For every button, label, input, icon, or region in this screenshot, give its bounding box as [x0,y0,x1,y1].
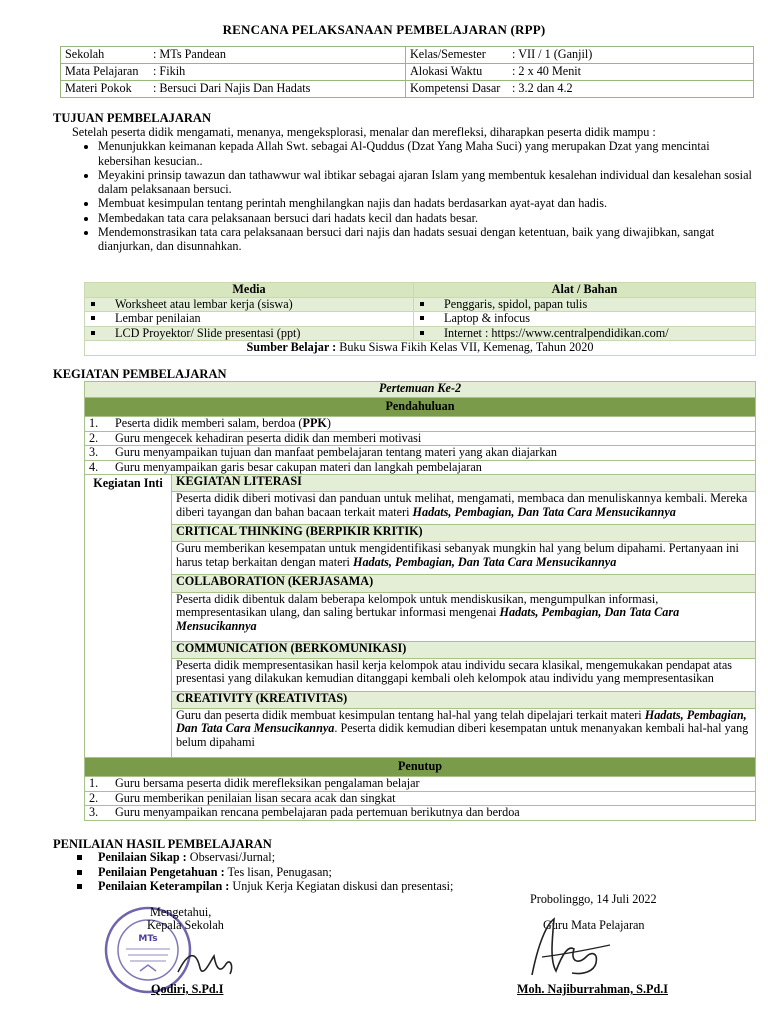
sumber-row [85,341,756,356]
penutup-item [85,806,756,821]
item-text: ) [326,416,331,430]
identity-label: Mata Pelajaran [61,64,154,81]
media-column-header: Media [85,283,414,298]
identity-value: : MTs Pandean [153,47,406,64]
penilaian-item [72,850,453,865]
identity-label: Kelas/Semester [406,47,513,64]
sumber-label: Sumber Belajar : [246,340,337,354]
document-title: RENCANA PELAKSANAAN PEMBELAJARAN (RPP) [222,22,546,37]
pendahuluan-item [85,446,756,461]
penilaian-item [72,865,453,880]
identity-label: Kompetensi Dasar [406,81,513,98]
media-cell [85,326,414,341]
pendahuluan-header: Pendahuluan [85,398,756,417]
identity-value: : VII / 1 (Ganjil) [512,47,754,64]
penilaian-text: Observasi/Jurnal; [186,850,276,864]
inti-subheading: CREATIVITY (KREATIVITAS) [172,691,756,708]
pendahuluan-item [85,460,756,475]
tools-column-header: Alat / Bahan [414,283,756,298]
kegiatan-heading: KEGIATAN PEMBELAJARAN [53,367,227,381]
media-row [85,326,756,341]
item-number: 3. [89,445,99,459]
identity-row [61,64,754,81]
place-date: Probolinggo, 14 Juli 2022 [530,892,657,906]
identity-row [61,47,754,64]
pendahuluan-item [85,431,756,446]
item-number: 2. [89,430,99,445]
media-item: LCD Proyektor/ Slide presentasi (ppt) [115,325,301,340]
penutup-header: Penutup [85,758,756,777]
inti-emphasis: Hadats, Pembagian, Dan Tata Cara Mensucikannya [352,554,617,569]
tujuan-item: • Membedakan tata cara pelaksanaan bersuci dari hadats kecil dan hadats besar. [98,211,756,225]
media-row [85,297,756,312]
identity-row [61,81,754,98]
identity-value: : 3.2 dan 4.2 [512,81,754,98]
tujuan-item: • Membuat kesimpulan tentang perintah menghilangkan najis dan hadats berdasarkan ayat-ayat dan hadis. [98,196,756,210]
inti-text: Peserta didik diberi motivasi dan panduan untuk melihat, mengamati, membaca dan menuliskannya kembali. Mereka diberi tayangan dan bahan bacaan terkait materi [176,491,748,519]
penilaian-text: Tes lisan, Penugasan; [224,864,332,879]
item-number: 4. [89,459,99,474]
item-text: Peserta didik memberi salam, berdoa ( [115,416,303,430]
item-number: 1. [89,776,99,790]
item-number: 2. [89,790,99,805]
tools-cell [414,312,756,327]
tujuan-item: • Menunjukkan keimanan kepada Allah Swt. sebagai Al-Quddus (Dzat Yang Maha Suci) yang merupakan Dzat yang mencintai kebersihan kesucian.. [98,139,756,168]
tools-cell [414,297,756,312]
inti-subheading: COMMUNICATION (BERKOMUNIKASI) [172,641,756,658]
tujuan-item: • Meyakini prinsip tawazun dan tathawwur wal ibtikar sebagai ajaran Islam yang membentuk kesalehan individual dan kesalehan sosial dalam pelaksanaan bersuci. [98,168,756,197]
identity-label: Sekolah [61,47,154,64]
tujuan-intro: Setelah peserta didik mengamati, menanya, mengeksplorasi, menalar dan merefleksi, diharapkan peserta didik mampu : [72,125,656,139]
tools-cell [414,326,756,341]
penilaian-heading: PENILAIAN HASIL PEMBELAJARAN [53,837,272,851]
inti-description [172,542,756,575]
inti-text: Peserta didik mempresentasikan hasil kerja kelompok atau individu secara klasikal, mengemukakan pendapat atas presentasi yang dilakukan kemudian ditanggapi kembali oleh kelompok atau individu yang mempresentasikan [176,657,733,686]
inti-text: . Peserta didik kemudian diberi kesempatan untuk menanyakan kembali hal-hal yang belum dipahami [176,721,749,749]
bullet-icon [420,316,424,320]
guru-label: Guru Mata Pelajaran [543,918,645,932]
identity-value: : Bersuci Dari Najis Dan Hadats [153,81,406,98]
penilaian-item [72,879,453,894]
sumber-belajar [85,341,756,356]
inti-subheading: KEGIATAN LITERASI [172,475,756,492]
item-text: Guru memberikan penilaian lisan secara acak dan singkat [115,790,396,805]
penilaian-text: Unjuk Kerja Kegiatan diskusi dan presentasi; [229,879,454,893]
inti-text: Guru memberikan kesempatan untuk mengidentifikasi sebanyak mungkin hal yang belum dipahami. Pertanyaan ini harus tetap berkaitan dengan materi [176,541,739,569]
sumber-text: Buku Siswa Fikih Kelas VII, Kemenag, Tahun 2020 [336,340,594,354]
inti-text: Peserta didik dibentuk dalam beberapa kelompok untuk mendiskusikan, mengumpulkan informasi, mempresentasikan ulang, dan saling bertukar informasi mengenai [176,591,659,620]
media-item: Worksheet atau lembar kerja (siswa) [115,296,293,311]
tujuan-item: • Mendemonstrasikan tata cara pelaksanaan bersuci dari najis dan hadats sesuai dengan ketentuan, baik yang diwajibkan, sangat dianjurkan, dan disunnahkan. [98,225,756,254]
item-number: 1. [89,416,99,430]
inti-row [85,475,756,492]
tujuan-list [72,139,756,253]
item-text: Guru menyampaikan garis besar cakupan materi dan langkah pembelajaran [115,459,482,474]
teacher-signature-icon [512,905,622,985]
principal-name: Qodiri, S.Pd.I [151,982,224,996]
penutup-item [85,791,756,806]
teacher-name: Moh. Najiburrahman, S.Pd.I [517,982,669,996]
tools-item: Penggaris, spidol, papan tulis [444,296,588,311]
item-number: 3. [89,805,99,819]
inti-emphasis: Hadats, Pembagian, Dan Tata Cara Mensucikannya [412,504,676,519]
identity-label: Alokasi Waktu [406,64,513,81]
stamp-text: MTs [138,934,158,944]
pendahuluan-item [85,417,756,432]
media-header-row [85,283,756,298]
kegiatan-inti-label: Kegiatan Inti [85,475,172,758]
media-row [85,312,756,327]
penilaian-list [72,850,453,894]
identity-value: : 2 x 40 Menit [512,64,754,81]
penilaian-label: Penilaian Keterampilan : [98,879,230,893]
tujuan-heading: TUJUAN PEMBELAJARAN [53,111,211,125]
identity-table [60,46,754,98]
inti-description [172,658,756,691]
bullet-icon [420,331,424,335]
item-text: Guru mengecek kehadiran peserta didik dan memberi motivasi [115,430,422,445]
kegiatan-table [84,381,756,821]
identity-value: : Fikih [153,64,406,81]
bullet-icon [91,331,95,335]
media-cell [85,297,414,312]
tools-item: Internet : https://www.centralpendidikan.com/ [444,325,669,340]
pertemuan-label: Pertemuan Ke-2 [85,382,756,398]
item-text: Guru menyampaikan tujuan dan manfaat pembelajaran tentang materi yang akan diajarkan [115,445,557,459]
kepala-sekolah-label: Kepala Sekolah [147,918,224,932]
bullet-icon [91,302,95,306]
penilaian-label: Penilaian Pengetahuan : [98,864,225,879]
media-cell [85,312,414,327]
inti-emphasis: Hadats, Pembagian, Dan Tata Cara Mensucikannya [176,707,747,736]
item-text: Guru bersama peserta didik merefleksikan pengalaman belajar [115,776,420,790]
inti-description [172,592,756,641]
inti-description [172,708,756,757]
media-table [84,282,756,356]
inti-text: Guru dan peserta didik membuat kesimpulan tentang hal-hal yang telah dipelajari terkait materi [176,707,645,722]
penutup-item [85,777,756,792]
item-text: Guru menyampaikan rencana pembelajaran pada pertemuan berikutnya dan berdoa [115,805,520,819]
tools-item: Laptop & infocus [444,311,530,325]
tujuan-section [72,125,756,254]
inti-subheading: CRITICAL THINKING (BERPIKIR KRITIK) [172,525,756,542]
inti-description [172,492,756,525]
inti-emphasis: Hadats, Pembagian, Dan Tata Cara Mensucikannya [176,605,680,633]
item-bold: PPK [302,416,327,430]
bullet-icon [91,316,95,320]
mengetahui-label: Mengetahui, [150,905,212,919]
principal-signature-icon [170,942,240,982]
bullet-icon [420,302,424,306]
inti-subheading: COLLABORATION (KERJASAMA) [172,575,756,592]
media-item: Lembar penilaian [115,311,201,325]
penilaian-label: Penilaian Sikap : [98,850,187,864]
identity-label: Materi Pokok [61,81,154,98]
